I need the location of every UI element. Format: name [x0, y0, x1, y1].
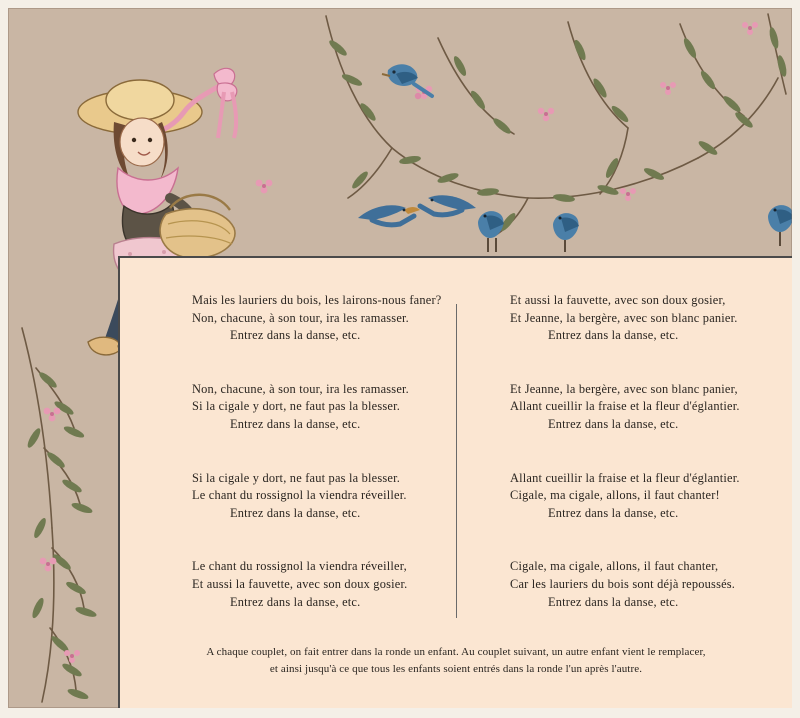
blue-bird-icon — [382, 64, 432, 96]
lyric-line: Cigale, ma cigale, allons, il faut chanter, — [510, 559, 719, 574]
lyrics-column-left — [138, 292, 456, 647]
stanza — [156, 558, 438, 611]
lyrics-panel — [118, 256, 792, 708]
lyric-line: Le chant du rossignol la viendra réveiller, — [192, 559, 407, 574]
swallow-bird-icon — [553, 213, 579, 252]
lyric-line: Si la cigale y dort, ne faut pas la blesser. — [192, 470, 401, 485]
stanza — [156, 470, 438, 523]
lyric-refrain: Entrez dans la danse, etc. — [548, 505, 679, 520]
lyric-line: Si la cigale y dort, ne faut pas la blesser. — [192, 399, 401, 414]
stanza — [156, 381, 438, 434]
lyric-refrain: Entrez dans la danse, etc. — [230, 505, 361, 520]
lyric-line: Mais les lauriers du bois, les lairons-nous faner? — [192, 293, 442, 307]
swallow-bird-icon — [478, 211, 504, 252]
lyric-refrain: Entrez dans la danse, etc. — [230, 594, 361, 609]
lyric-refrain: Entrez dans la danse, etc. — [230, 328, 361, 343]
stanza — [156, 292, 442, 345]
lyric-refrain: Entrez dans la danse, etc. — [548, 328, 679, 343]
footnote-line: et ainsi jusqu'à ce que tous les enfants soient entrés dans la ronde l'un après l'autre. — [269, 662, 643, 675]
lyric-line: Allant cueillir la fraise et la fleur d'églantier. — [510, 470, 740, 485]
lyrics-columns — [120, 292, 792, 647]
lyric-refrain: Entrez dans la danse, etc. — [548, 594, 679, 609]
swallow-bird-icon — [358, 205, 420, 225]
lyric-refrain: Entrez dans la danse, etc. — [230, 417, 361, 432]
lyric-line: Allant cueillir la fraise et la fleur d'églantier. — [510, 399, 740, 414]
swallow-bird-icon — [420, 195, 476, 215]
footnote — [120, 644, 792, 677]
lyrics-column-right — [456, 292, 774, 647]
lyric-refrain: Entrez dans la danse, etc. — [548, 417, 679, 432]
lyric-line: Et Jeanne, la bergère, avec son blanc panier, — [510, 381, 738, 396]
stanza — [474, 381, 756, 434]
lyric-line: Non, chacune, à son tour, ira les ramasser. — [192, 310, 409, 325]
blossom-icon — [256, 22, 758, 201]
footnote-line: A chaque couplet, on fait entrer dans la ronde un enfant. Au couplet suivant, un autre enfant vient le remplacer, — [206, 646, 706, 658]
blossom-icon — [40, 408, 80, 663]
lyric-line: Et aussi la fauvette, avec son doux gosier, — [510, 293, 726, 307]
stanza — [474, 292, 756, 345]
illustration-plate — [8, 8, 792, 708]
lyric-line: Et aussi la fauvette, avec son doux gosier. — [192, 577, 408, 592]
stanza — [474, 470, 756, 523]
lyric-line: Cigale, ma cigale, allons, il faut chanter! — [510, 488, 720, 503]
lyric-line: Et Jeanne, la bergère, avec son blanc panier. — [510, 310, 738, 325]
swallow-bird-icon — [768, 205, 792, 246]
lyric-line: Le chant du rossignol la viendra réveiller. — [192, 488, 407, 503]
lyric-line: Non, chacune, à son tour, ira les ramasser. — [192, 381, 409, 396]
lyric-line: Car les lauriers du bois sont déjà repoussés. — [510, 577, 736, 592]
flowering-branch-icon — [326, 14, 786, 236]
stanza — [474, 558, 756, 611]
